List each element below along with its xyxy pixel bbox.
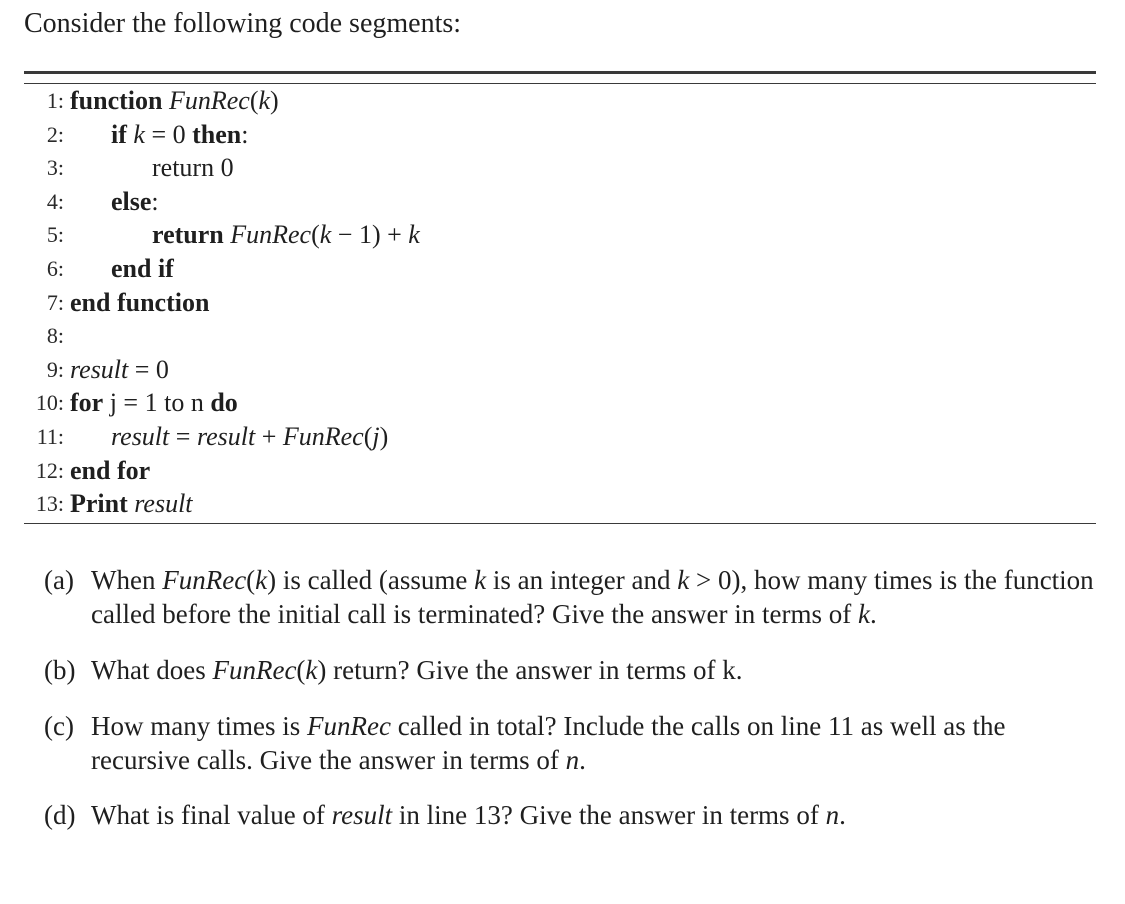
math-identifier: FunRec — [162, 565, 247, 595]
question-token: . — [579, 745, 586, 775]
code-line — [0, 386, 1100, 420]
algorithm-bottom-rule — [24, 523, 1096, 524]
code-text — [70, 487, 193, 521]
keyword: if — [111, 119, 127, 149]
question-item — [40, 563, 1100, 631]
line-number: 10: — [35, 390, 64, 416]
math-identifier: k — [305, 655, 318, 685]
code-token: ( — [249, 86, 259, 115]
math-identifier: k — [474, 565, 487, 595]
line-number: 7: — [46, 289, 64, 315]
question-label: (b) — [44, 655, 76, 685]
question-token: . — [869, 599, 877, 629]
math-identifier: n — [825, 800, 840, 830]
question-item — [40, 798, 1100, 832]
math-identifier: result — [196, 421, 256, 451]
code-text — [152, 218, 420, 252]
code-line — [0, 487, 1100, 521]
code-token: ) — [270, 86, 279, 115]
line-number: 9: — [46, 356, 64, 382]
question-token: ) is called (assume — [267, 565, 475, 595]
keyword: else — [111, 186, 152, 216]
question-token: ) return? Give the answer in terms of k. — [317, 655, 743, 685]
question-text — [91, 709, 1100, 777]
question-token: When — [91, 565, 163, 595]
question-label: (a) — [44, 565, 74, 595]
question-text — [91, 563, 1100, 631]
math-identifier: FunRec — [168, 86, 250, 115]
math-identifier: k — [133, 119, 145, 149]
question-token: is an integer and — [486, 565, 678, 595]
question-token: What does — [91, 655, 213, 685]
math-identifier: k — [677, 565, 690, 595]
math-identifier: FunRec — [212, 655, 297, 685]
math-identifier: k — [857, 599, 870, 629]
math-identifier: result — [134, 489, 193, 519]
code-line — [0, 151, 1100, 185]
math-identifier: result — [70, 354, 129, 384]
code-token: ) — [379, 421, 389, 451]
code-line — [0, 454, 1100, 488]
question-text — [91, 798, 1100, 832]
line-number: 2: — [46, 121, 64, 147]
question-token: > 0), how many times is the function called before the initial call is terminated? Give the answer in terms of — [91, 565, 1094, 629]
code-line — [0, 319, 1100, 353]
code-line — [0, 286, 1100, 320]
code-line — [0, 353, 1100, 387]
keyword: then — [192, 119, 242, 149]
line-number: 13: — [35, 491, 64, 517]
question-item — [40, 653, 1100, 687]
line-number: 12: — [35, 457, 64, 483]
question-token: What is final value of — [91, 800, 332, 830]
line-number: 8: — [46, 323, 64, 349]
code-token: ( — [311, 220, 320, 250]
code-line — [0, 185, 1100, 219]
math-identifier: k — [258, 86, 271, 115]
question-token: in line 13? Give the answer in terms of — [392, 800, 826, 830]
math-identifier: FunRec — [307, 711, 391, 741]
code-text — [70, 454, 150, 488]
math-identifier: FunRec — [230, 220, 312, 250]
math-identifier: k — [319, 220, 332, 250]
question-token: ( — [296, 655, 306, 685]
code-token: = — [169, 421, 197, 451]
keyword: function — [70, 86, 163, 115]
math-identifier: FunRec — [282, 421, 364, 451]
keyword: for — [70, 388, 104, 418]
keyword: return — [152, 220, 224, 250]
code-text — [111, 185, 159, 219]
code-text — [70, 353, 169, 387]
code-text — [111, 420, 388, 454]
question-label: (c) — [44, 711, 74, 741]
code-line — [0, 420, 1100, 454]
keyword: end for — [70, 455, 151, 485]
code-token: − 1) + — [331, 220, 409, 250]
code-text — [111, 118, 248, 152]
keyword: Print — [70, 489, 128, 519]
keyword: end function — [70, 287, 210, 317]
code-line — [0, 118, 1100, 152]
keyword: do — [210, 388, 238, 418]
code-token: : — [241, 119, 249, 149]
code-token: + — [255, 421, 283, 451]
question-text — [91, 653, 1100, 687]
line-number: 1: — [46, 88, 64, 113]
question-token: ( — [246, 565, 256, 595]
line-number: 4: — [46, 188, 64, 214]
code-text — [70, 386, 238, 420]
code-token: return 0 — [152, 153, 234, 183]
question-token: How many times is — [91, 711, 307, 741]
intro-text: Consider the following code segments: — [24, 8, 462, 39]
math-identifier: result — [331, 800, 393, 830]
code-text — [70, 84, 279, 118]
code-token: = 0 — [144, 119, 193, 149]
math-identifier: j — [372, 421, 380, 451]
math-identifier: k — [408, 220, 420, 250]
algorithm-listing — [0, 84, 1100, 521]
code-token: = 0 — [128, 354, 169, 384]
code-line — [0, 218, 1100, 252]
question-item — [40, 709, 1100, 777]
line-number: 3: — [46, 155, 64, 181]
line-number: 6: — [46, 255, 64, 281]
algorithm-top-rule — [24, 71, 1096, 74]
code-token: ( — [363, 421, 373, 451]
code-token: : — [151, 186, 159, 216]
line-number: 11: — [36, 423, 64, 449]
code-text — [152, 151, 234, 185]
line-number: 5: — [46, 222, 64, 248]
question-label: (d) — [44, 800, 76, 830]
math-identifier: result — [111, 421, 170, 451]
code-line — [0, 252, 1100, 286]
code-token: j = 1 to n — [103, 388, 211, 418]
question-token: called in total? Include the calls on line 11 as well as the recursive calls. Give the answer in terms of — [91, 711, 1006, 775]
keyword: end if — [111, 253, 174, 283]
code-line — [0, 84, 1100, 118]
code-text — [111, 252, 174, 286]
code-text — [70, 286, 209, 320]
question-token: . — [839, 800, 846, 830]
math-identifier: n — [565, 745, 580, 775]
math-identifier: k — [255, 565, 268, 595]
